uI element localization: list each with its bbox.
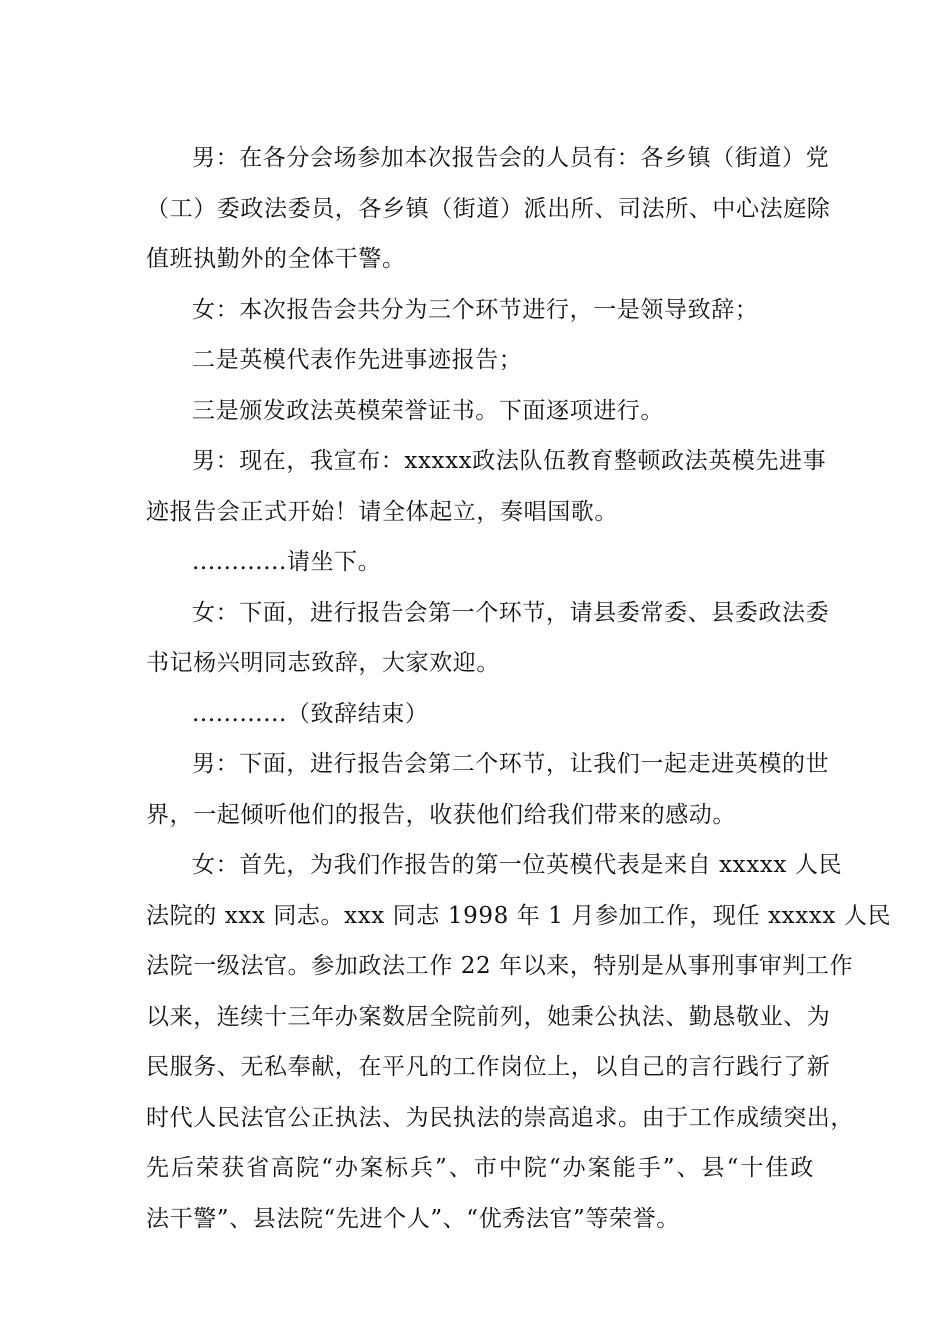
paragraph-attendees: [146, 133, 831, 285]
text-line: 迹报告会正式开始！请全体起立，奏唱国歌。: [146, 498, 618, 525]
text-line: 三是颁发政法英模荣誉证书。下面逐项进行。: [192, 397, 664, 424]
text-line: 法干警”、县法院“先进个人”、“优秀法官”等荣誉。: [146, 1205, 680, 1232]
text-line: 法院的 xxx 同志。xxx 同志 1998 年 1 月参加工作，现任 xxxxx 人民: [146, 902, 892, 929]
paragraph-opening-announcement: [146, 436, 827, 537]
text-line: 法院一级法官。参加政法工作 22 年以来，特别是从事刑事审判工作: [146, 953, 854, 979]
paragraph-agenda-item-3: [146, 386, 814, 437]
text-line: （工）委政法委员，各乡镇（街道）派出所、司法所、中心法庭除: [146, 195, 831, 222]
paragraph-second-segment: [146, 739, 830, 840]
text-line: ............请坐下。: [192, 549, 382, 575]
text-line: 男：现在，我宣布：xxxxx政法队伍教育整顿政法英模先进事: [192, 448, 827, 474]
text-line: 值班执勤外的全体干警。: [146, 246, 406, 272]
paragraph-speech-end: [146, 689, 814, 740]
document-body: [146, 133, 892, 1244]
paragraph-please-sit: [146, 537, 814, 588]
paragraph-agenda-item-2: [146, 335, 814, 386]
text-line: 二是英模代表作先进事迹报告；: [192, 347, 523, 373]
text-line: 女：本次报告会共分为三个环节进行，一是领导致辞；: [192, 296, 759, 323]
text-line: 男：在各分会场参加本次报告会的人员有：各乡镇（街道）党: [192, 145, 830, 171]
text-line: 时代人民法官公正执法、为民执法的崇高追求。由于工作成绩突出，: [146, 1104, 854, 1131]
text-line: 书记杨兴明同志致辞，大家欢迎。: [146, 650, 500, 676]
paragraph-first-segment: [146, 588, 830, 689]
text-line: 女：下面，进行报告会第一个环节，请县委常委、县委政法委: [192, 599, 830, 626]
text-line: 先后荣获省高院“办案标兵”、市中院“办案能手”、县“十佳政: [146, 1155, 814, 1181]
paragraph-agenda-intro: [146, 285, 814, 336]
text-line: ............（致辞结束）: [192, 700, 429, 727]
text-line: 民服务、无私奉献，在平凡的工作岗位上，以自己的言行践行了新: [146, 1054, 831, 1080]
text-line: 女：首先，为我们作报告的第一位英模代表是来自 xxxxx 人民: [192, 852, 843, 878]
text-line: 男：下面，进行报告会第二个环节，让我们一起走进英模的世: [192, 751, 830, 777]
text-line: 界，一起倾听他们的报告，收获他们给我们带来的感动。: [146, 801, 736, 828]
paragraph-first-representative: [146, 840, 892, 1244]
text-line: 以来，连续十三年办案数居全院前列，她秉公执法、勤恳敬业、为: [146, 1003, 831, 1030]
